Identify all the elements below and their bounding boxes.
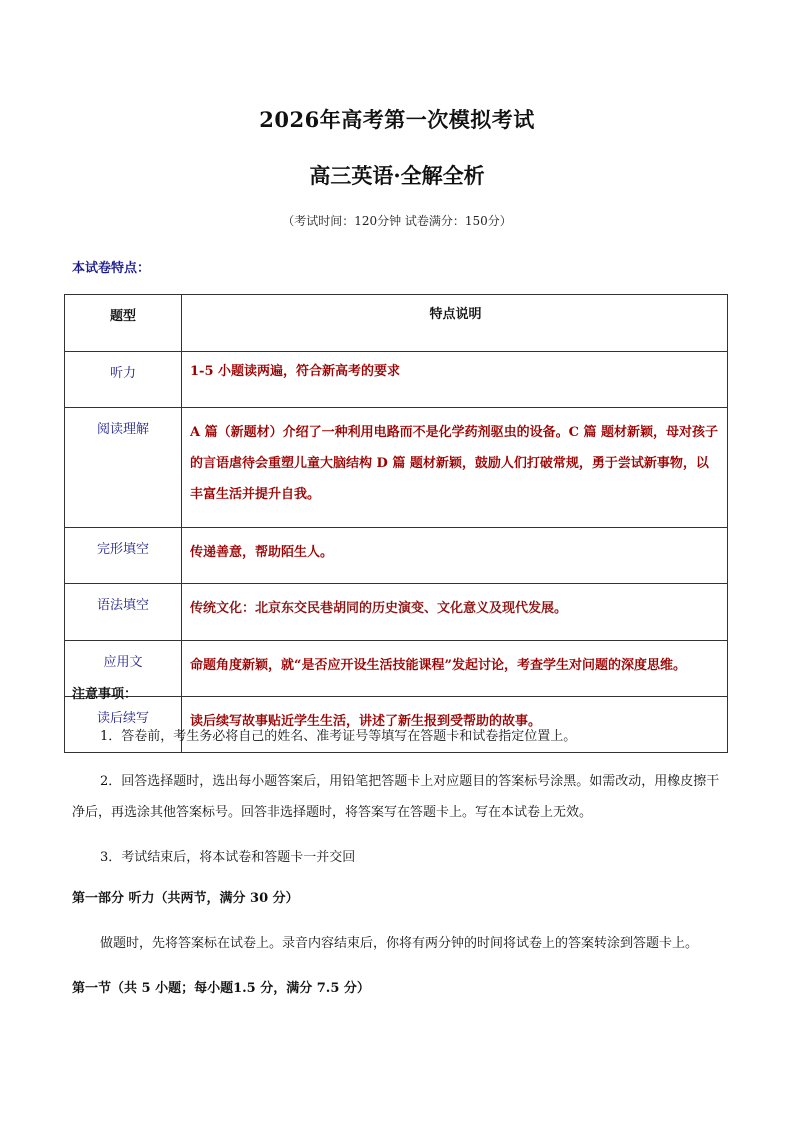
part1-title: 第一部分 听力（共两节，满分 30 分） xyxy=(72,891,299,906)
row-desc: 读后续写故事贴近学生生活，讲述了新生报到受帮助的故事。 xyxy=(182,697,728,753)
row-desc: 命题角度新颖，就“是否应开设生活技能课程”发起讨论，考查学生对问题的深度思维。 xyxy=(182,641,728,697)
table-row xyxy=(65,528,728,584)
row-type: 应用文 xyxy=(65,641,182,697)
table-header-desc: 特点说明 xyxy=(182,295,728,352)
page-title: 2026年高考第一次模拟考试 xyxy=(259,107,535,132)
table-row xyxy=(65,352,728,408)
row-desc: 传统文化：北京东交民巷胡同的历史演变、文化意义及现代发展。 xyxy=(182,584,728,641)
table-header-type: 题型 xyxy=(65,295,182,352)
row-type: 读后续写 xyxy=(65,697,182,753)
row-desc: A 篇（新题材）介绍了一种利用电路而不是化学药剂驱虫的设备。C 篇 题材新颖，母对孩子的言语虐待会重塑儿童大脑结构 D 篇 题材新颖，鼓励人们打破常规，勇于尝试新事物，以丰富生活并提升自我。 xyxy=(182,408,728,528)
row-desc: 传递善意，帮助陌生人。 xyxy=(182,528,728,584)
features-label: 本试卷特点： xyxy=(72,261,151,276)
features-table xyxy=(64,294,728,753)
row-desc: 1-5 小题读两遍，符合新高考的要求 xyxy=(182,352,728,408)
row-type: 阅读理解 xyxy=(65,408,182,528)
part1-desc: 做题时，先将答案标在试卷上。录音内容结束后，你将有两分钟的时间将试卷上的答案转涂到答题卡上。 xyxy=(100,936,699,951)
notes-title: 注意事项： xyxy=(72,687,138,702)
row-type: 听力 xyxy=(65,352,182,408)
page-subtitle: 高三英语·全解全析 xyxy=(309,163,485,188)
exam-info: （考试时间：120分钟 试卷满分：150分） xyxy=(282,214,512,228)
note-item: 2．回答选择题时，选出每小题答案后，用铅笔把答题卡上对应题目的答案标号涂黑。如需改动，用橡皮擦干净后，再选涂其他答案标号。回答非选择题时，将答案写在答题卡上。写在本试卷上无效。 xyxy=(72,774,720,820)
table-row xyxy=(65,408,728,528)
row-type: 语法填空 xyxy=(65,584,182,641)
table-header-row xyxy=(65,295,728,352)
note-item: 3．考试结束后，将本试卷和答题卡一并交回 xyxy=(100,850,356,865)
section1-title: 第一节（共 5 小题；每小题1.5 分，满分 7.5 分） xyxy=(72,981,370,996)
table-row xyxy=(65,641,728,697)
note-item: 1．答卷前，考生务必将自己的姓名、准考证号等填写在答题卡和试卷指定位置上。 xyxy=(100,729,577,744)
row-type: 完形填空 xyxy=(65,528,182,584)
table-row xyxy=(65,584,728,641)
